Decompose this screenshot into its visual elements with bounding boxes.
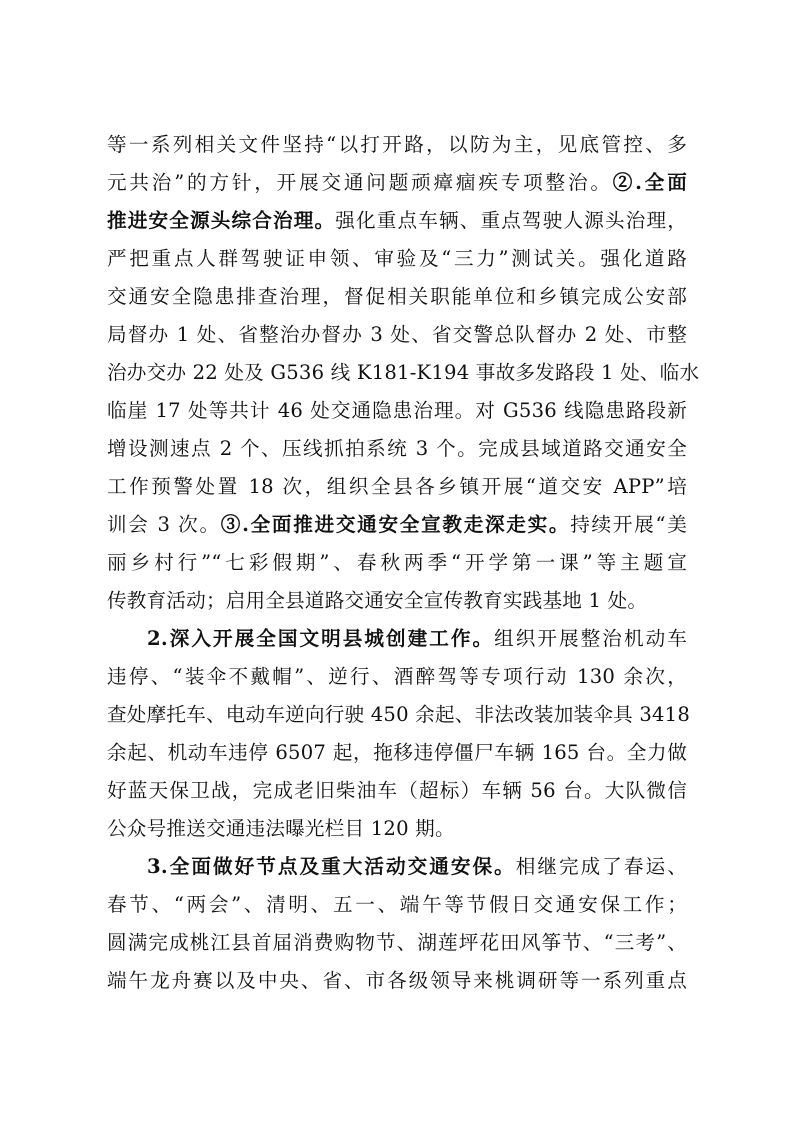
text-line [107, 278, 687, 316]
text-segment: 违停、“装伞不戴帽”、逆行、酒醉驾等专项行动 130 余次， [107, 665, 687, 688]
text-segment: 组织开展整治机动车 [494, 627, 687, 650]
text-line [107, 430, 687, 468]
text-segment: 丽乡村行”“七彩假期”、春秋两季“开学第一课”等主题宣 [107, 551, 687, 574]
bold-heading-text: ②.全面 [612, 171, 687, 194]
text-line [107, 316, 687, 354]
bold-heading-text: 2.深入开展全国文明县城创建工作。 [147, 627, 495, 650]
text-line [107, 734, 687, 772]
text-line [107, 886, 687, 924]
text-segment: 相继完成了春运、 [515, 855, 687, 878]
text-line [107, 962, 687, 1000]
text-line [107, 620, 687, 658]
text-segment: 余起、机动车违停 6507 起，拖移违停僵尸车辆 165 台。全力做 [107, 741, 687, 764]
text-segment: 强化重点车辆、重点驾驶人源头治理， [335, 209, 687, 232]
text-line [107, 696, 690, 734]
text-line [107, 772, 687, 810]
text-line [107, 848, 687, 886]
text-line [107, 392, 687, 430]
text-line [107, 240, 687, 278]
text-line [107, 810, 687, 848]
bold-heading-text: ③.全面推进交通安全宣教走深走实。 [220, 513, 571, 536]
text-segment: 元共治”的方针，开展交通问题顽瘴痼疾专项整治。 [107, 171, 613, 194]
text-segment: 工作预警处置 18 次，组织全县各乡镇开展“道交安 APP”培 [107, 475, 687, 498]
text-segment: 严把重点人群驾驶证申领、审验及“三力”测试关。强化道路 [107, 247, 687, 270]
text-segment: 端午龙舟赛以及中央、省、市各级领导来桃调研等一系列重点 [107, 969, 687, 992]
text-line [107, 506, 687, 544]
text-segment: 局督办 1 处、省整治办督办 3 处、省交警总队督办 2 处、市整 [107, 323, 687, 346]
text-line [107, 354, 700, 392]
text-segment: 训会 3 次。 [107, 513, 221, 536]
text-segment: 查处摩托车、电动车逆向行驶 450 余起、非法改装加装伞具 3418 [107, 703, 690, 726]
text-segment: 治办交办 22 处及 G536 线 K181-K194 事故多发路段 1 处、临水 [107, 361, 700, 384]
text-segment: 等一系列相关文件坚持“以打开路，以防为主，见底管控、多 [107, 133, 687, 156]
text-segment: 好蓝天保卫战，完成老旧柴油车（超标）车辆 56 台。大队微信 [107, 779, 687, 802]
bold-heading-text: 推进安全源头综合治理。 [107, 209, 336, 232]
text-segment: 持续开展“美 [570, 513, 687, 536]
text-segment: 圆满完成桃江县首届消费购物节、湖莲坪花田风筝节、“三考”、 [107, 931, 687, 954]
body-text [107, 126, 700, 1000]
text-line [107, 658, 687, 696]
text-line [107, 582, 687, 620]
text-segment: 传教育活动；启用全县道路交通安全宣传教育实践基地 1 处。 [107, 589, 648, 612]
text-line [107, 544, 687, 582]
text-line [107, 126, 687, 164]
text-line [107, 468, 687, 506]
text-segment: 临崖 17 处等共计 46 处交通隐患治理。对 G536 线隐患路段新 [107, 399, 687, 422]
text-line [107, 164, 687, 202]
text-segment: 增设测速点 2 个、压线抓拍系统 3 个。完成县域道路交通安全 [107, 437, 687, 460]
text-line [107, 924, 687, 962]
text-segment: 公众号推送交通违法曝光栏目 120 期。 [107, 817, 455, 840]
text-segment: 春节、“两会”、清明、五一、端午等节假日交通安保工作； [107, 893, 687, 916]
text-line [107, 202, 687, 240]
text-segment: 交通安全隐患排查治理，督促相关职能单位和乡镇完成公安部 [107, 285, 687, 308]
bold-heading-text: 3.全面做好节点及重大活动交通安保。 [147, 855, 516, 878]
